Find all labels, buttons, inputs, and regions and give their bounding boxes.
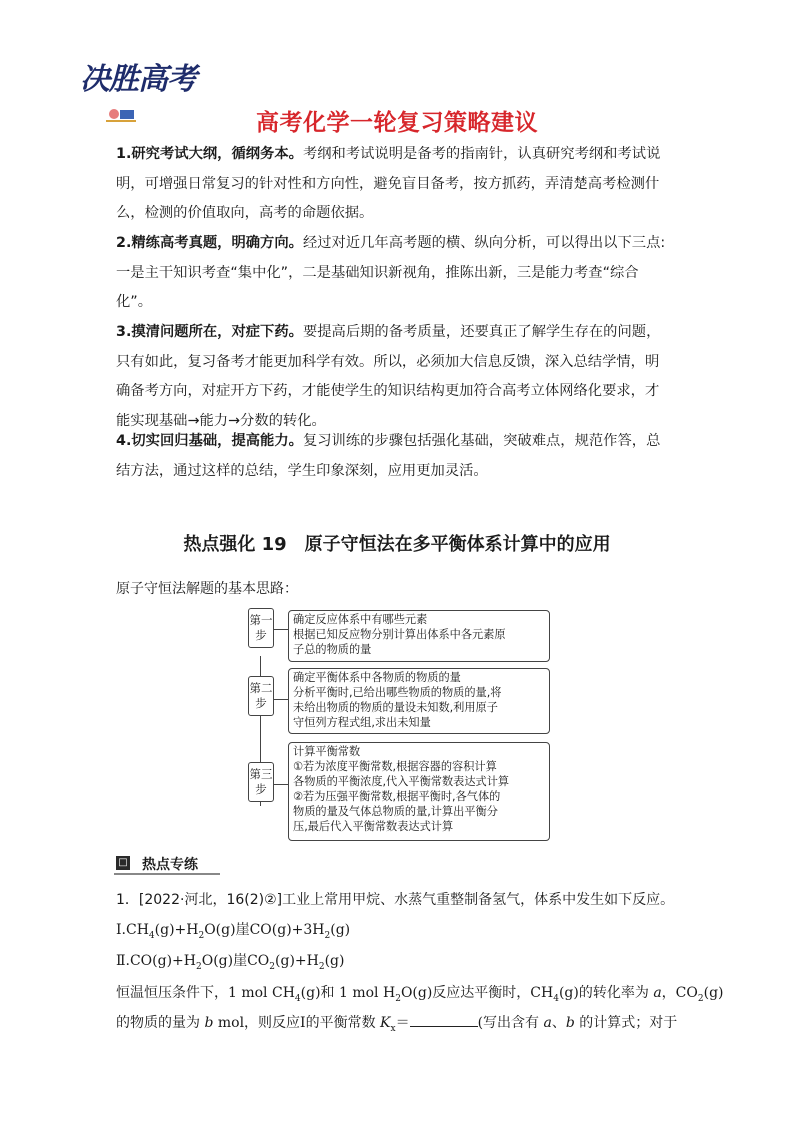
advice-heading: 1.研究考试大纲，循纲务本。	[116, 146, 303, 162]
text-run: Ⅰ.CH	[116, 922, 149, 938]
text-run: O(g)反应达平衡时，CH	[400, 985, 554, 1001]
step-label-3	[248, 762, 274, 802]
practice-banner	[114, 853, 220, 873]
text-run: (写出含有	[477, 1015, 544, 1031]
text-run: (g)+H	[154, 922, 199, 938]
subscript: 2	[195, 961, 202, 972]
answer-blank[interactable]	[410, 1012, 478, 1027]
banner-text: 热点专练	[142, 857, 198, 873]
step-line: 各物质的平衡浓度,代入平衡常数表达式计算	[293, 775, 510, 788]
advice-line: 结方法，通过这样的总结，学生印象深刻，应用更加灵活。	[116, 462, 488, 479]
subscript: 2	[697, 993, 704, 1004]
advice-line: 化”。	[116, 294, 153, 310]
step-line: 确定反应体系中有哪些元素	[293, 613, 428, 626]
reaction-1	[116, 919, 350, 941]
reaction-2	[116, 950, 344, 972]
subscript: 4	[294, 993, 301, 1004]
subscript: 2	[198, 930, 205, 941]
text-run: O(g)	[201, 953, 234, 969]
question-answer-line	[116, 1012, 677, 1034]
text-run: mol，则反应Ⅰ的平衡常数	[213, 1015, 381, 1031]
step-line: 确定平衡体系中各物质的物质的量	[293, 671, 461, 684]
step-line: 未给出物质的物质的量设未知数,利用原子	[293, 701, 498, 714]
step-line: ②若为压强平衡常数,根据平衡时,各气体的	[293, 790, 501, 803]
step-line: 计算平衡常数	[293, 745, 361, 758]
step-line: 根据已知反应物分别计算出体系中各元素原	[293, 628, 506, 641]
advice-line: 经过对近几年高考题的横、纵向分析，可以得出以下三点:	[302, 235, 666, 251]
text-run: (g)	[330, 922, 351, 938]
step-box-2	[288, 668, 550, 734]
text-run: (g)	[703, 985, 724, 1001]
subscript: 2	[395, 993, 401, 1004]
logo-text: 决胜高考	[80, 62, 196, 97]
advice-line: 考纲和考试说明是备考的指南针，认真研究考纲和考试说	[302, 146, 661, 162]
subscript: 4	[553, 993, 559, 1004]
variable: b	[204, 1015, 214, 1031]
subscript: 4	[148, 930, 155, 941]
advice-heading: 3.摸清问题所在，对症下药。	[116, 324, 303, 340]
advice-line: 要提高后期的备考质量，还要真正了解学生存在的问题，	[302, 324, 661, 340]
text-run: O(g)	[204, 922, 236, 938]
step-line: 物质的量及气体总物质的量,计算出平衡分	[293, 805, 498, 818]
text-run: (g)	[324, 953, 345, 969]
banner-underline	[114, 873, 220, 875]
advice-line: 能实现基础→能力→分数的转化。	[116, 412, 326, 429]
solution-steps-flowchart	[240, 606, 550, 846]
text-run: CO(g)+3H	[249, 922, 325, 938]
advice-item-2	[116, 229, 678, 318]
text-run: 、	[551, 1015, 566, 1031]
advice-item-1	[116, 140, 678, 229]
text-run: 的计算式；对于	[574, 1015, 678, 1031]
hot-practice-icon: □	[116, 856, 130, 870]
step-label-2	[248, 676, 274, 716]
intro-text: 原子守恒法解题的基本思路：	[116, 581, 298, 597]
step-box-3	[288, 742, 550, 841]
text-run: (g)和 1 mol H	[300, 985, 396, 1001]
step-line: ①若为浓度平衡常数,根据容器的容积计算	[293, 760, 497, 773]
text-run: (g)的转化率为	[558, 985, 654, 1001]
subscript: x	[390, 1023, 396, 1034]
variable: b	[565, 1015, 575, 1031]
text-run: ＝	[395, 1015, 410, 1031]
advice-heading: 4.切实回归基础，提高能力。	[116, 433, 303, 449]
subscript: 2	[269, 961, 276, 972]
text-run: 崖	[235, 922, 250, 938]
text-run: Ⅱ.CO(g)+H	[116, 953, 196, 969]
step-label-text: 第三步	[249, 767, 273, 796]
text-run: ，CO	[661, 985, 698, 1001]
variable: a	[543, 1015, 552, 1031]
flow-connector	[274, 784, 288, 785]
section-title: 热点强化 19 原子守恒法在多平衡体系计算中的应用	[183, 534, 611, 555]
variable: K	[380, 1015, 391, 1031]
flow-connector	[274, 699, 288, 700]
flow-connector	[274, 629, 288, 630]
advice-line: 一是主干知识考查“集中化”，二是基础知识新视角，推陈出新，三是能力考查“综合	[116, 264, 639, 281]
step-label-text: 第一步	[249, 613, 273, 642]
step-line: 子总的物质的量	[293, 643, 372, 656]
page-title: 高考化学一轮复习策略建议	[256, 110, 538, 136]
text-run: CO	[247, 953, 270, 969]
step-line: 压,最后代入平衡常数表达式计算	[293, 820, 454, 833]
advice-heading: 2.精练高考真题，明确方向。	[116, 235, 303, 251]
variable: a	[653, 985, 662, 1001]
advice-line: 复习训练的步骤包括强化基础，突破难点，规范作答，总	[302, 433, 661, 449]
subscript: 2	[324, 930, 331, 941]
step-line: 分析平衡时,已给出哪些物质的物质的量,将	[293, 686, 502, 699]
text-run: (g)+H	[275, 953, 319, 969]
advice-item-4	[116, 427, 678, 486]
subscript: 2	[318, 961, 325, 972]
advice-item-3	[116, 318, 678, 436]
question-1-intro: 1．[2022·河北，16(2)②]工业上常用甲烷、水蒸气重整制备氢气，体系中发生如下反应。	[116, 892, 675, 908]
text-run: 崖	[233, 953, 248, 969]
step-label-1	[248, 608, 274, 648]
step-line: 守恒列方程式组,求出未知量	[293, 716, 431, 729]
text-run: 恒温恒压条件下，1 mol CH	[116, 985, 295, 1001]
text-run: 的物质的量为	[116, 1015, 205, 1031]
advice-line: 只有如此，复习备考才能更加科学有效。所以，必须加大信息反馈，深入总结学情，明	[116, 353, 660, 370]
advice-line: 么，检测的价值取向，高考的命题依据。	[116, 205, 374, 221]
question-condition-line	[116, 982, 724, 1004]
advice-line: 明，可增强日常复习的针对性和方向性，避免盲目备考，按方抓药，弄清楚高考检测什	[116, 175, 660, 192]
step-label-text: 第二步	[249, 681, 273, 710]
step-box-1	[288, 610, 550, 662]
advice-line: 确备考方向，对症开方下药，才能使学生的知识结构更加符合高考立体网络化要求，才	[116, 383, 660, 399]
